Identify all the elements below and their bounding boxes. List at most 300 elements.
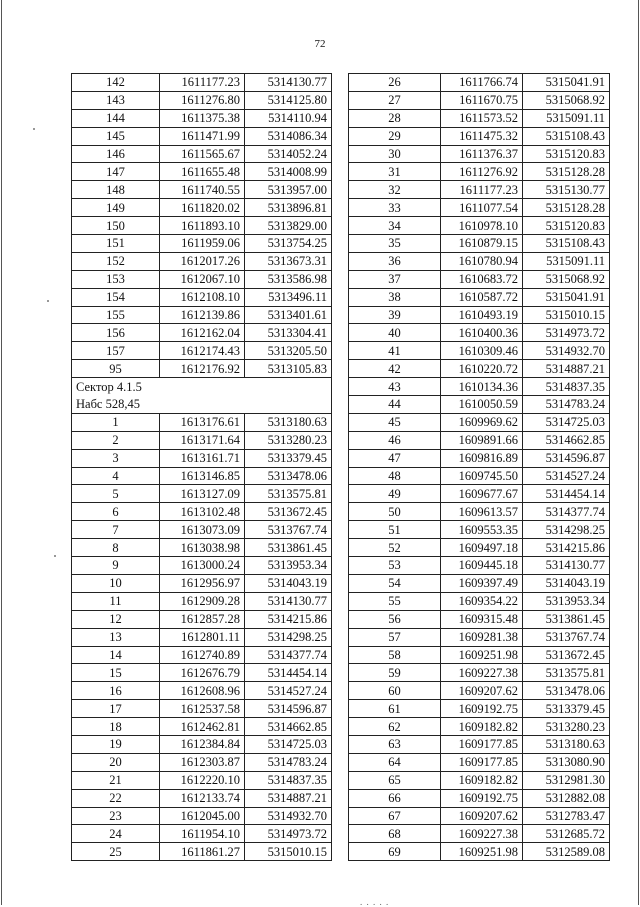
coordinate-x: 1609553.35 [441, 521, 523, 539]
coordinate-y: 5315120.83 [523, 145, 610, 163]
table-row [349, 646, 610, 664]
coordinate-y: 5312783.47 [523, 807, 610, 825]
coordinate-x: 1612740.89 [160, 646, 245, 664]
coordinate-y: 5315041.91 [523, 288, 610, 306]
coordinate-x: 1610050.59 [441, 396, 523, 414]
coordinate-x: 1612608.96 [160, 682, 245, 700]
coordinate-x: 1609613.57 [441, 503, 523, 521]
point-number: 69 [349, 843, 441, 861]
coordinate-y: 5314298.25 [245, 628, 332, 646]
table-row [349, 843, 610, 861]
table-row [349, 825, 610, 843]
area-label: Набс 528,45 [72, 396, 332, 414]
coordinate-x: 1609969.62 [441, 413, 523, 431]
point-number: 18 [72, 718, 160, 736]
table-row [349, 306, 610, 324]
coordinate-y: 5313953.34 [245, 557, 332, 575]
coordinate-x: 1612176.92 [160, 360, 245, 378]
coordinate-x: 1611375.38 [160, 109, 245, 127]
point-number: 64 [349, 753, 441, 771]
table-row [72, 288, 332, 306]
table-row [349, 628, 610, 646]
table-row [349, 145, 610, 163]
coordinate-x: 1611670.75 [441, 91, 523, 109]
table-row [72, 807, 332, 825]
table-row [349, 503, 610, 521]
table-row [349, 682, 610, 700]
coordinate-y: 5315120.83 [523, 217, 610, 235]
point-number: 149 [72, 199, 160, 217]
point-number: 48 [349, 467, 441, 485]
table-row [349, 592, 610, 610]
point-number: 8 [72, 539, 160, 557]
coordinate-y: 5314527.24 [245, 682, 332, 700]
coordinate-x: 1609227.38 [441, 825, 523, 843]
point-number: 95 [72, 360, 160, 378]
coordinate-x: 1609251.98 [441, 646, 523, 664]
table-row [72, 574, 332, 592]
point-number: 33 [349, 199, 441, 217]
point-number: 12 [72, 610, 160, 628]
point-number: 49 [349, 485, 441, 503]
table-row [72, 700, 332, 718]
coordinate-x: 1609816.89 [441, 449, 523, 467]
coordinate-x: 1609445.18 [441, 557, 523, 575]
point-number: 67 [349, 807, 441, 825]
coordinate-y: 5312589.08 [523, 843, 610, 861]
coordinate-x: 1612108.10 [160, 288, 245, 306]
coordinate-y: 5313304.41 [245, 324, 332, 342]
coordinate-y: 5313575.81 [245, 485, 332, 503]
table-row [349, 664, 610, 682]
coordinate-y: 5314932.70 [245, 807, 332, 825]
coordinate-y: 5314130.77 [245, 74, 332, 92]
coordinates-table-left [71, 73, 332, 861]
sector-header [72, 378, 332, 414]
coordinate-y: 5313478.06 [523, 682, 610, 700]
point-number: 14 [72, 646, 160, 664]
coordinate-y: 5314662.85 [245, 718, 332, 736]
table-row [349, 181, 610, 199]
point-number: 27 [349, 91, 441, 109]
table-row [72, 91, 332, 109]
point-number: 50 [349, 503, 441, 521]
point-number: 3 [72, 449, 160, 467]
point-number: 10 [72, 574, 160, 592]
coordinate-x: 1609397.49 [441, 574, 523, 592]
table-row [349, 610, 610, 628]
coordinate-x: 1611740.55 [160, 181, 245, 199]
table-row [72, 449, 332, 467]
coordinate-y: 5312882.08 [523, 789, 610, 807]
coordinate-y: 5313829.00 [245, 217, 332, 235]
point-number: 142 [72, 74, 160, 92]
point-number: 68 [349, 825, 441, 843]
coordinate-x: 1611573.52 [441, 109, 523, 127]
point-number: 151 [72, 235, 160, 253]
coordinate-y: 5314043.19 [245, 574, 332, 592]
scan-speck [33, 128, 35, 130]
coordinate-x: 1610879.15 [441, 235, 523, 253]
table-row [349, 700, 610, 718]
coordinate-x: 1613171.64 [160, 431, 245, 449]
point-number: 148 [72, 181, 160, 199]
table-row [72, 467, 332, 485]
point-number: 57 [349, 628, 441, 646]
left-table-top-rows [72, 74, 332, 378]
coordinate-x: 1609677.67 [441, 485, 523, 503]
point-number: 28 [349, 109, 441, 127]
point-number: 37 [349, 270, 441, 288]
coordinate-y: 5314110.94 [245, 109, 332, 127]
coordinate-y: 5315068.92 [523, 270, 610, 288]
coordinate-y: 5313379.45 [245, 449, 332, 467]
point-number: 1 [72, 413, 160, 431]
table-row [72, 485, 332, 503]
point-number: 39 [349, 306, 441, 324]
point-number: 2 [72, 431, 160, 449]
table-row [349, 735, 610, 753]
table-row [349, 109, 610, 127]
table-row [72, 252, 332, 270]
coordinate-x: 1612045.00 [160, 807, 245, 825]
coordinate-y: 5314008.99 [245, 163, 332, 181]
coordinate-x: 1611893.10 [160, 217, 245, 235]
table-row [72, 306, 332, 324]
table-row [349, 431, 610, 449]
table-row [349, 807, 610, 825]
coordinate-y: 5314783.24 [523, 396, 610, 414]
table-row [72, 109, 332, 127]
table-row [349, 574, 610, 592]
point-number: 58 [349, 646, 441, 664]
coordinate-y: 5313180.63 [245, 413, 332, 431]
coordinate-y: 5314932.70 [523, 342, 610, 360]
point-number: 42 [349, 360, 441, 378]
coordinate-x: 1612462.81 [160, 718, 245, 736]
table-row [349, 771, 610, 789]
coordinate-y: 5314837.35 [523, 378, 610, 396]
coordinate-x: 1612956.97 [160, 574, 245, 592]
scan-edge-left [1, 0, 2, 905]
point-number: 26 [349, 74, 441, 92]
table-row [349, 485, 610, 503]
point-number: 154 [72, 288, 160, 306]
coordinate-y: 5314725.03 [245, 735, 332, 753]
coordinate-y: 5313767.74 [523, 628, 610, 646]
table-row [72, 557, 332, 575]
point-number: 38 [349, 288, 441, 306]
coordinate-y: 5313180.63 [523, 735, 610, 753]
scan-dots: . . . . . [360, 897, 390, 907]
coordinate-y: 5314725.03 [523, 413, 610, 431]
coordinate-x: 1610978.10 [441, 217, 523, 235]
coordinate-x: 1612384.84 [160, 735, 245, 753]
point-number: 25 [72, 843, 160, 861]
coordinate-y: 5313080.90 [523, 753, 610, 771]
point-number: 23 [72, 807, 160, 825]
coordinate-x: 1611077.54 [441, 199, 523, 217]
coordinate-x: 1613073.09 [160, 521, 245, 539]
table-row [72, 127, 332, 145]
coordinate-x: 1612537.58 [160, 700, 245, 718]
coordinate-x: 1610134.36 [441, 378, 523, 396]
table-row [72, 217, 332, 235]
coordinate-x: 1610780.94 [441, 252, 523, 270]
coordinate-y: 5314887.21 [523, 360, 610, 378]
coordinate-y: 5313280.23 [523, 718, 610, 736]
sector-row [72, 378, 332, 396]
table-row [349, 163, 610, 181]
coordinate-y: 5314086.34 [245, 127, 332, 145]
table-row [72, 718, 332, 736]
point-number: 63 [349, 735, 441, 753]
table-row [72, 270, 332, 288]
point-number: 34 [349, 217, 441, 235]
coordinate-x: 1610683.72 [441, 270, 523, 288]
table-row [349, 753, 610, 771]
point-number: 60 [349, 682, 441, 700]
point-number: 46 [349, 431, 441, 449]
point-number: 65 [349, 771, 441, 789]
coordinate-y: 5313861.45 [523, 610, 610, 628]
table-row [72, 825, 332, 843]
coordinate-x: 1611376.37 [441, 145, 523, 163]
coordinate-x: 1612909.28 [160, 592, 245, 610]
area-row [72, 396, 332, 414]
point-number: 66 [349, 789, 441, 807]
coordinate-x: 1610309.46 [441, 342, 523, 360]
coordinate-x: 1611276.80 [160, 91, 245, 109]
coordinate-x: 1609207.62 [441, 807, 523, 825]
coordinate-y: 5313575.81 [523, 664, 610, 682]
point-number: 11 [72, 592, 160, 610]
table-row [72, 610, 332, 628]
page-number: 72 [314, 38, 326, 50]
coordinate-y: 5313105.83 [245, 360, 332, 378]
table-row [72, 431, 332, 449]
coordinate-x: 1609745.50 [441, 467, 523, 485]
point-number: 51 [349, 521, 441, 539]
coordinate-x: 1609192.75 [441, 789, 523, 807]
coordinate-x: 1609182.82 [441, 718, 523, 736]
coordinate-y: 5314973.72 [245, 825, 332, 843]
coordinate-x: 1612303.87 [160, 753, 245, 771]
table-row [72, 503, 332, 521]
coordinate-x: 1611177.23 [441, 181, 523, 199]
coordinate-x: 1611766.74 [441, 74, 523, 92]
coordinate-y: 5312981.30 [523, 771, 610, 789]
table-row [72, 735, 332, 753]
point-number: 20 [72, 753, 160, 771]
coordinate-y: 5314973.72 [523, 324, 610, 342]
point-number: 59 [349, 664, 441, 682]
table-row [72, 646, 332, 664]
coordinate-x: 1609251.98 [441, 843, 523, 861]
table-row [72, 753, 332, 771]
table-row [72, 181, 332, 199]
coordinate-y: 5315108.43 [523, 127, 610, 145]
table-row [72, 771, 332, 789]
point-number: 44 [349, 396, 441, 414]
point-number: 7 [72, 521, 160, 539]
coordinate-x: 1609315.48 [441, 610, 523, 628]
coordinate-y: 5315010.15 [245, 843, 332, 861]
table-row [72, 664, 332, 682]
point-number: 143 [72, 91, 160, 109]
coordinate-x: 1613038.98 [160, 539, 245, 557]
table-row [349, 521, 610, 539]
coordinate-y: 5314125.80 [245, 91, 332, 109]
coordinate-y: 5313861.45 [245, 539, 332, 557]
point-number: 24 [72, 825, 160, 843]
point-number: 47 [349, 449, 441, 467]
coordinate-x: 1613176.61 [160, 413, 245, 431]
coordinate-y: 5314215.86 [523, 539, 610, 557]
table-row [72, 145, 332, 163]
table-row [349, 324, 610, 342]
coordinate-x: 1609891.66 [441, 431, 523, 449]
coordinate-x: 1610587.72 [441, 288, 523, 306]
scan-edge-right [638, 0, 639, 905]
coordinate-x: 1611959.06 [160, 235, 245, 253]
sector-label: Сектор 4.1.5 [72, 378, 332, 396]
coordinate-x: 1612067.10 [160, 270, 245, 288]
scan-speck [54, 555, 56, 557]
coordinate-y: 5315128.28 [523, 163, 610, 181]
coordinate-y: 5313957.00 [245, 181, 332, 199]
table-row [72, 342, 332, 360]
table-row [349, 91, 610, 109]
left-table-bottom-rows [72, 413, 332, 860]
coordinate-x: 1610493.19 [441, 306, 523, 324]
point-number: 146 [72, 145, 160, 163]
coordinate-y: 5315041.91 [523, 74, 610, 92]
table-row [349, 235, 610, 253]
point-number: 144 [72, 109, 160, 127]
point-number: 36 [349, 252, 441, 270]
table-row [349, 539, 610, 557]
point-number: 35 [349, 235, 441, 253]
coordinate-x: 1613146.85 [160, 467, 245, 485]
coordinates-table-right [348, 73, 610, 861]
table-row [349, 127, 610, 145]
coordinate-y: 5313953.34 [523, 592, 610, 610]
point-number: 155 [72, 306, 160, 324]
table-row [72, 235, 332, 253]
point-number: 147 [72, 163, 160, 181]
point-number: 61 [349, 700, 441, 718]
point-number: 62 [349, 718, 441, 736]
point-number: 53 [349, 557, 441, 575]
coordinate-x: 1612676.79 [160, 664, 245, 682]
coordinate-x: 1613161.71 [160, 449, 245, 467]
point-number: 4 [72, 467, 160, 485]
point-number: 56 [349, 610, 441, 628]
coordinate-y: 5313672.45 [245, 503, 332, 521]
coordinate-y: 5313896.81 [245, 199, 332, 217]
table-row [349, 378, 610, 396]
coordinate-x: 1609497.18 [441, 539, 523, 557]
coordinate-x: 1611565.67 [160, 145, 245, 163]
table-row [72, 592, 332, 610]
point-number: 52 [349, 539, 441, 557]
table-row [72, 521, 332, 539]
coordinate-y: 5315091.11 [523, 252, 610, 270]
coordinate-x: 1611471.99 [160, 127, 245, 145]
table-row [349, 449, 610, 467]
coordinate-y: 5314377.74 [523, 503, 610, 521]
coordinate-x: 1612174.43 [160, 342, 245, 360]
table-row [349, 199, 610, 217]
coordinate-y: 5312685.72 [523, 825, 610, 843]
coordinate-y: 5313673.31 [245, 252, 332, 270]
table-row [72, 843, 332, 861]
coordinate-y: 5315091.11 [523, 109, 610, 127]
table-row [72, 789, 332, 807]
point-number: 152 [72, 252, 160, 270]
coordinate-y: 5314596.87 [245, 700, 332, 718]
table-row [72, 324, 332, 342]
point-number: 150 [72, 217, 160, 235]
coordinate-y: 5313401.61 [245, 306, 332, 324]
coordinate-y: 5314052.24 [245, 145, 332, 163]
coordinate-x: 1612017.26 [160, 252, 245, 270]
coordinate-y: 5314596.87 [523, 449, 610, 467]
table-row [349, 252, 610, 270]
coordinate-y: 5314043.19 [523, 574, 610, 592]
point-number: 41 [349, 342, 441, 360]
coordinate-y: 5314454.14 [523, 485, 610, 503]
coordinate-x: 1612162.04 [160, 324, 245, 342]
coordinate-x: 1611655.48 [160, 163, 245, 181]
coordinate-y: 5315108.43 [523, 235, 610, 253]
coordinate-y: 5314662.85 [523, 431, 610, 449]
point-number: 16 [72, 682, 160, 700]
coordinate-x: 1612857.28 [160, 610, 245, 628]
point-number: 13 [72, 628, 160, 646]
point-number: 40 [349, 324, 441, 342]
table-row [349, 360, 610, 378]
coordinate-y: 5313280.23 [245, 431, 332, 449]
coordinate-y: 5314454.14 [245, 664, 332, 682]
coordinate-x: 1611276.92 [441, 163, 523, 181]
point-number: 145 [72, 127, 160, 145]
coordinate-x: 1609182.82 [441, 771, 523, 789]
table-row [72, 360, 332, 378]
coordinate-x: 1609177.85 [441, 735, 523, 753]
coordinate-y: 5313478.06 [245, 467, 332, 485]
table-row [349, 396, 610, 414]
table-row [349, 217, 610, 235]
coordinate-y: 5315130.77 [523, 181, 610, 199]
point-number: 22 [72, 789, 160, 807]
coordinate-x: 1613000.24 [160, 557, 245, 575]
coordinate-y: 5314215.86 [245, 610, 332, 628]
coordinate-x: 1609192.75 [441, 700, 523, 718]
coordinate-y: 5313379.45 [523, 700, 610, 718]
coordinate-x: 1612801.11 [160, 628, 245, 646]
coordinate-y: 5313672.45 [523, 646, 610, 664]
point-number: 30 [349, 145, 441, 163]
table-row [349, 270, 610, 288]
coordinate-y: 5314298.25 [523, 521, 610, 539]
coordinate-y: 5314377.74 [245, 646, 332, 664]
coordinate-x: 1609354.22 [441, 592, 523, 610]
coordinate-x: 1613102.48 [160, 503, 245, 521]
table-row [349, 413, 610, 431]
coordinate-x: 1611820.02 [160, 199, 245, 217]
